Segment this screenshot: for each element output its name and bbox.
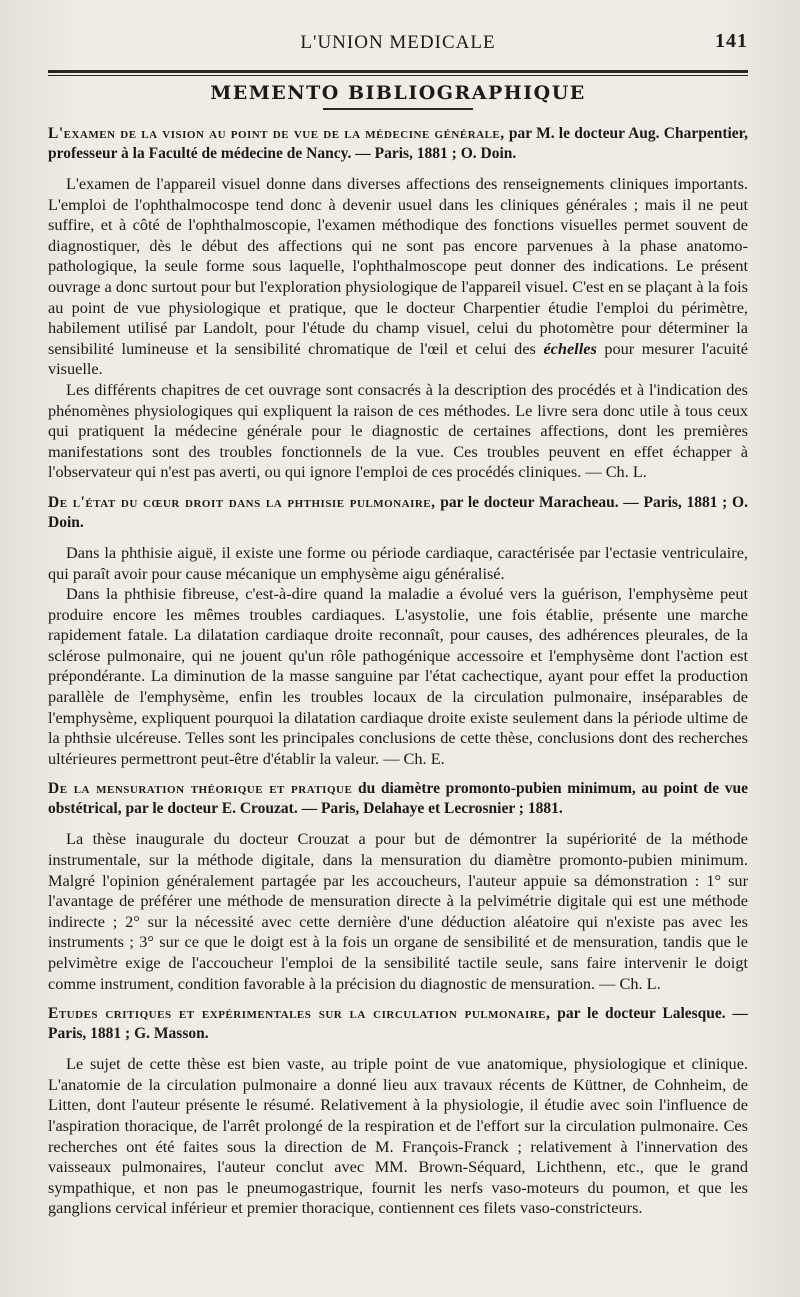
entry-paragraph: Dans la phthisie aiguë, il existe une forme ou période cardiaque, caractérisée par l'ectasie ventriculaire, qui paraît avoir pour cause mécanique un emphysème aigu généralisé. [48, 542, 748, 583]
bibliography-entry [48, 1004, 748, 1219]
entry-heading-details: par le docteur Lalesque. — Paris, 1881 ; G. Masson. [48, 1005, 748, 1043]
header-rule [48, 70, 748, 73]
entry-paragraph: Dans la phthisie fibreuse, c'est-à-dire quand la maladie a évolué vers la guérison, l'emphysème peut produire encore les mêmes troubles cardiaques. L'asystolie, une fois établie, présente une marche rapidement fatale. La dilatation cardiaque droite reconnaît, pour causes, des adhérences pleurales, de la sclérose pulmonaire, qui ne jouent qu'un rôle pathogénique accessoire et l'emphysème dont l'action est prépondérante. La diminution de la masse sanguine par l'état cachectique, ayant pour effet la production parallèle de l'emphysème, enfin les troubles locaux de la circulation pulmonaire, inséparables de l'emphysème, expliquent pourquoi la dilatation cardiaque droite existe seulement dans la période ultime de la phthsie ulcéreuse. Telles sont les principales conclusions de cette thèse, conclusions dont des recherches ultérieures permettront peut-être d'établir la valeur. — Ch. E. [48, 584, 748, 768]
entry-heading-details: par le docteur Maracheau. — Paris, 1881 ; O. Doin. [48, 493, 748, 531]
entry-heading-details: du diamètre promonto-pubien minimum, au point de vue obstétrical, par le docteur E. Crouzat. — Paris, Delahaye et Lecrosnier ; 1881. [48, 780, 748, 818]
section-title-underline [323, 108, 473, 110]
entry-heading [48, 779, 748, 819]
entry-heading-title: Etudes critiques et expérimentales sur la circulation pulmonaire, [48, 1005, 551, 1023]
entry-heading [48, 493, 748, 533]
section-title: MEMENTO BIBLIOGRAPHIQUE [210, 82, 586, 104]
page-number: 141 [715, 30, 748, 52]
italic-term: échelles [543, 338, 597, 358]
entry-heading-details: par M. le docteur Aug. Charpentier, professeur à la Faculté de médecine de Nancy. — Paris, 1881 ; O. Doin. [48, 125, 749, 162]
entry-heading-title: De l'état du cœur droit dans la phthisie pulmonaire, [48, 493, 436, 511]
bibliography-entry [48, 124, 748, 483]
entry-paragraph: La thèse inaugurale du docteur Crouzat a pour but de démontrer la supériorité de la méthode instrumentale, sur la méthode digitale, dans la mensuration du diamètre promonto-pubien minimum. Malgré l'opinion généralement partagée par les accoucheurs, l'auteur appuie sa démonstration : 1° sur l'avantage de préférer une méthode de mensuration directe à la pelvimétrie digitale qui est une méthode indirecte ; 2° sur la nécessité avec cette dernière d'une déduction aléatoire qui n'existe pas avec les instruments ; 3° sur ce que le doigt est à la fois un organe de sensibilité et de mensuration, tandis que le pelvimètre exige de l'accoucheur l'emploi de la sensibilité tactile seule, sans faire intervenir le doigt comme instrument, condition favorable à la précision du diagnostic de mensuration. — Ch. L. [48, 829, 748, 993]
journal-title: L'UNION MEDICALE [300, 32, 496, 53]
entry-heading [48, 1004, 748, 1044]
entry-heading [48, 124, 748, 164]
header-rule-thin [48, 75, 748, 76]
bibliography-entry [48, 779, 748, 994]
entry-heading-title: De la mensuration théorique et pratique [48, 780, 353, 798]
entry-heading-title: L'examen de la vision au point de vue de la médecine générale, [48, 125, 505, 142]
bibliography-entry [48, 493, 748, 770]
entry-paragraph: L'examen de l'appareil visuel donne dans diverses affections des renseignements cliniques importants. L'emploi de l'ophthalmocospe tend donc à devenir usuel dans les cliniques générales ; mais il ne peut suffire, et à côté de l'ophthalmoscopie, l'examen méthodique des fonctions visuelles permet souvent de diagnostiquer, dès le début des affections qui ne sont pas encore parvenues à la phase anatomo-pathologique, la seule forme sous laquelle, l'ophthalmoscope peut donner des indications. Le présent ouvrage a donc surtout pour but l'exploration physiologique de l'appareil visuel. C'est en se plaçant à la fois au point de vue physiologique et pratique, que le docteur Charpentier étudie l'emploi du périmètre, habilement utilisé par Landolt, pour l'étude du champ visuel, celui du photomètre pour déterminer la sensibilité lumineuse et la sensibilité chromatique de l'œil et celui des échelles pour mesurer l'acuité visuelle. [48, 174, 748, 379]
entry-paragraph: Le sujet de cette thèse est bien vaste, au triple point de vue anatomique, physiologique et clinique. L'anatomie de la circulation pulmonaire a donné lieu aux travaux récents de Küttner, de Cohnheim, de Litten, dont l'auteur présente le résumé. Relativement à la physiologie, il étudie avec soin l'influence de l'aspiration thoracique, de l'arrêt prolongé de la respiration et de l'effort sur la circulation pulmonaire. Ces recherches ont été faites sous la direction de M. François-Franck ; relativement à l'innervation des vaisseaux pulmonaires, l'auteur conclut avec MM. Brown-Séquard, Lichthenn, etc., que le grand sympathique, et non pas le pneumogastrique, fournit les nerfs vaso-moteurs du poumon, et que les ganglions cervical inférieur et premier thoracique, contiennent ces filets vaso-constricteurs. [48, 1054, 748, 1218]
entry-paragraph: Les différents chapitres de cet ouvrage sont consacrés à la description des procédés et à l'indication des phénomènes physiologiques qui expliquent la raison de ces méthodes. Le livre sera donc utile à tous ceux qui pratiquent la médecine générale pour le diagnostic de certaines affections, dont les premières manifestations sont des troubles fonctionnels de la vue. Ces troubles peuvent en effet échapper à l'observateur qui n'est pas averti, ou qui ignore l'emploi de ces procédés cliniques. — Ch. L. [48, 379, 748, 482]
running-head [48, 28, 748, 58]
